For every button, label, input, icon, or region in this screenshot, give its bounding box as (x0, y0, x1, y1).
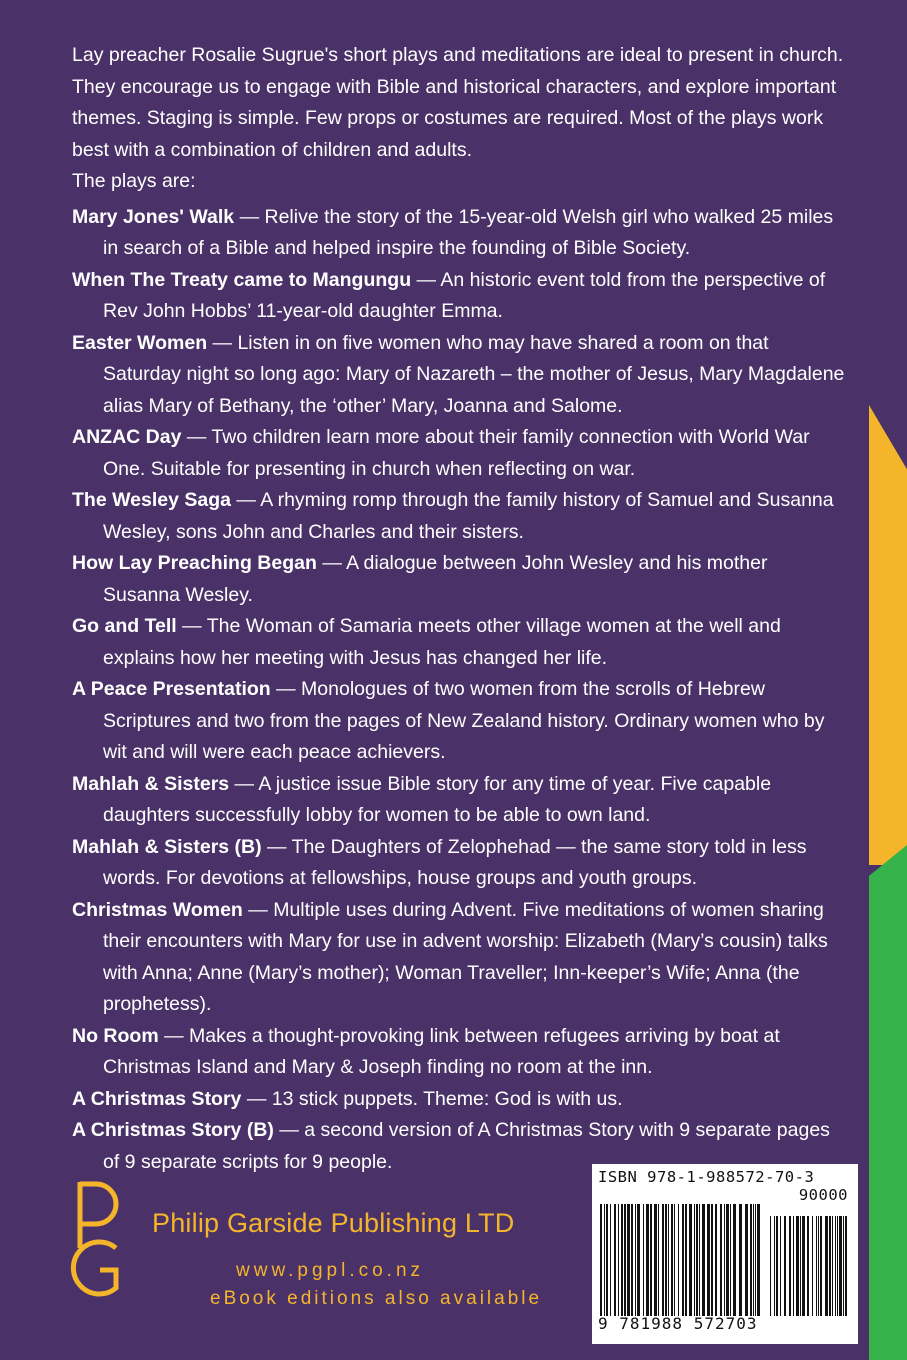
play-title: Mahlah & Sisters (B) (72, 835, 262, 858)
play-title: Easter Women (72, 331, 208, 354)
barcode-bars (598, 1204, 852, 1316)
play-description: — Listen in on five women who may have shared a room on that Saturday night so long ago: Mary of Nazareth – the mother of Jesus, Mary Magdalene alias Mary of Bethany, the ‘other’ Mary, Joanna and Salome. (103, 331, 845, 417)
green-edge-stripe (869, 845, 907, 1360)
play-title: The Wesley Saga (72, 489, 231, 511)
play-description: — A justice issue Bible story for any time of year. Five capable daughters successfully lobby for women to be able to own land. (103, 772, 772, 826)
play-description: — An historic event told from the perspective of Rev John Hobbs’ 11-year-old daughter Emma. (103, 268, 826, 322)
play-item (72, 674, 847, 769)
play-title: When The Treaty came to Mangungu (72, 268, 412, 291)
play-title: Mahlah & Sisters (72, 772, 230, 795)
plays-label: The plays are: (72, 170, 196, 192)
yellow-edge-stripe (869, 405, 907, 865)
play-title: Go and Tell (72, 615, 177, 637)
play-description: — A rhyming romp through the family history of Samuel and Susanna Wesley, sons John and Charles and their sisters. (103, 489, 834, 543)
play-title: A Christmas Story (72, 1087, 242, 1110)
play-title: Christmas Women (72, 898, 243, 921)
play-description: — The Woman of Samaria meets other village women at the well and explains how her meeting with Jesus has changed her life. (103, 615, 781, 669)
play-item (72, 202, 847, 265)
play-title: Mary Jones' Walk (72, 205, 235, 228)
play-title: ANZAC Day (72, 426, 182, 448)
ebook-note: eBook editions also available (210, 1288, 543, 1309)
play-item (72, 895, 847, 1021)
blurb (72, 40, 847, 1178)
plays-list (72, 202, 847, 1179)
play-item (72, 611, 847, 674)
play-item (72, 422, 847, 485)
play-description: — a second version of A Christmas Story with 9 separate pages of 9 separate scripts for 9 people. (103, 1119, 830, 1173)
play-item (72, 832, 847, 895)
intro-paragraph: Lay preacher Rosalie Sugrue's short plays and meditations are ideal to present in church. They encourage us to engage with Bible and historical characters, and explore important themes. Staging is simple. Few props or costumes are required. Most of the plays work best with a combination of children and adults. (72, 44, 844, 161)
play-item (72, 548, 847, 611)
play-description: — Relive the story of the 15-year-old Welsh girl who walked 25 miles in search of a Bible and helped inspire the founding of Bible Society. (103, 205, 834, 259)
publisher-name: Philip Garside Publishing LTD (152, 1208, 515, 1238)
play-description: — A dialogue between John Wesley and his mother Susanna Wesley. (103, 552, 768, 606)
publisher-url: www.pgpl.co.nz (236, 1260, 425, 1281)
play-title: A Peace Presentation (72, 678, 271, 700)
pg-monogram-logo-icon (66, 1178, 124, 1306)
play-title: A Christmas Story (B) (72, 1119, 274, 1141)
play-title: How Lay Preaching Began (72, 552, 317, 574)
play-description: — 13 stick puppets. Theme: God is with us. (241, 1087, 623, 1110)
play-item (72, 485, 847, 548)
play-description: — Multiple uses during Advent. Five meditations of women sharing their encounters with Mary for use in advent worship: Elizabeth (Mary’s cousin) talks with Anna; Anne (Mary’s mother); Woman Traveller; Inn-keeper’s Wife; Anna (the prophetess). (103, 898, 828, 1015)
play-description: — Two children learn more about their family connection with World War One. Suitable for presenting in church when reflecting on war. (103, 426, 810, 480)
play-item (72, 1084, 847, 1116)
isbn-barcode (592, 1164, 858, 1344)
play-item (72, 769, 847, 832)
barcode-digits: 9 781988 572703 (598, 1314, 758, 1333)
publisher-block (66, 1178, 566, 1328)
play-description: — The Daughters of Zelophehad — the same story told in less words. For devotions at fellowships, house groups and youth groups. (103, 835, 807, 889)
play-item (72, 265, 847, 328)
play-item (72, 328, 847, 423)
play-title: No Room (72, 1024, 159, 1047)
isbn-number: ISBN 978-1-988572-70-3 (598, 1168, 815, 1186)
play-description: — Monologues of two women from the scrolls of Hebrew Scriptures and two from the pages of New Zealand history. Ordinary women who by wit and will were each peace achievers. (103, 678, 825, 763)
play-description: — Makes a thought-provoking link between refugees arriving by boat at Christmas Island and Mary & Joseph finding no room at the inn. (103, 1024, 780, 1078)
play-item (72, 1021, 847, 1084)
price-code: 90000 (798, 1186, 848, 1204)
